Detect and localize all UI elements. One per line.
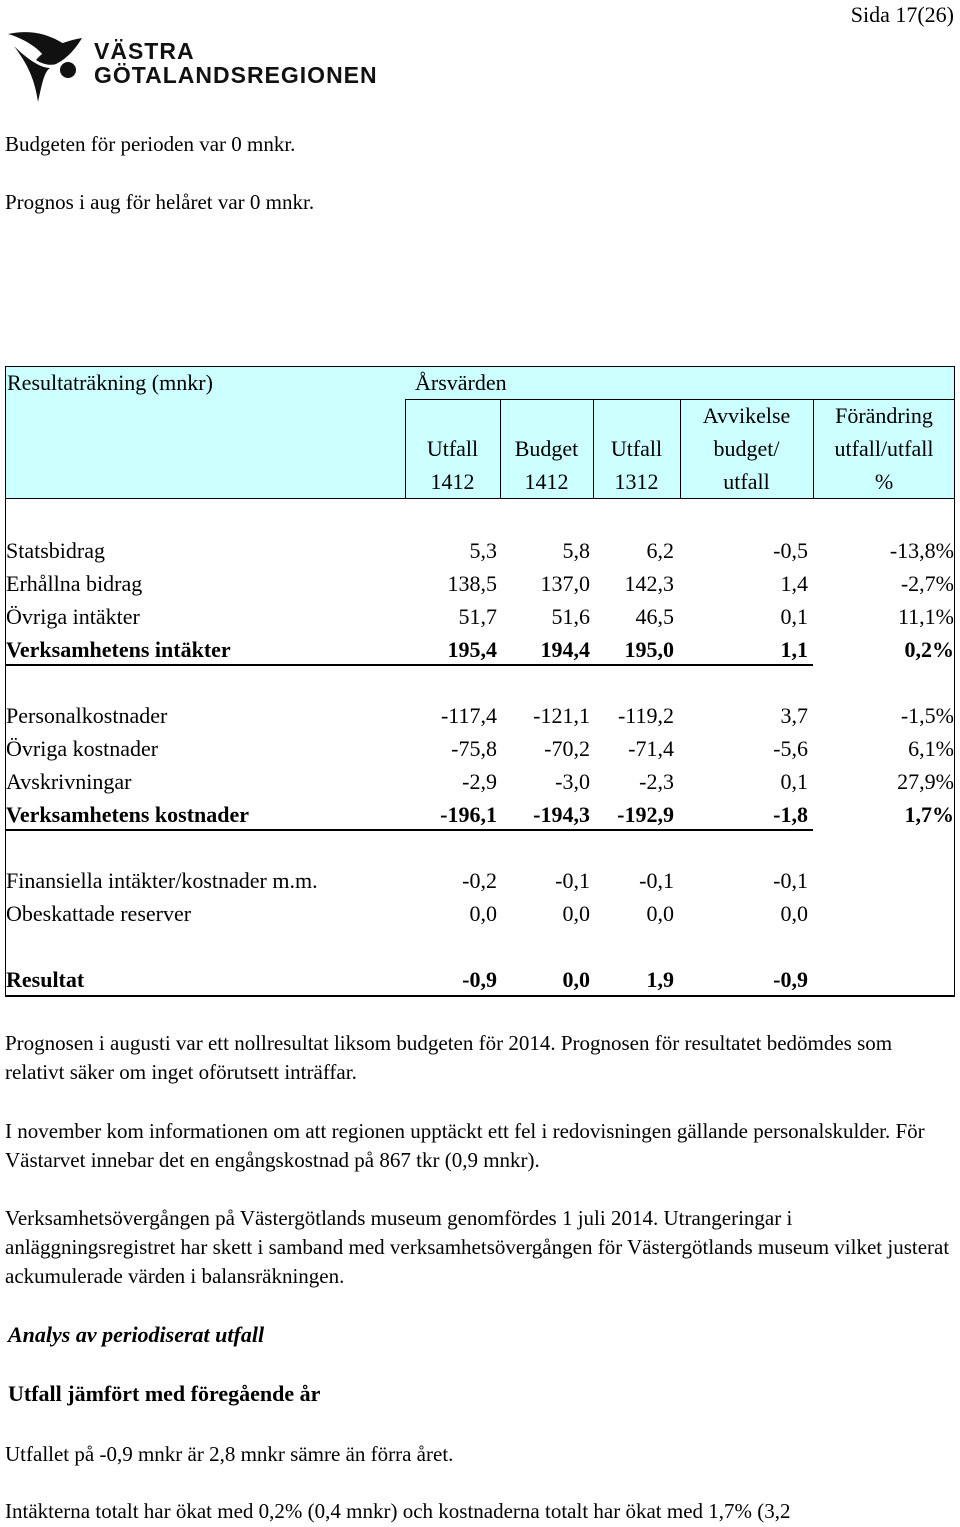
row-value: 51,7 bbox=[458, 604, 497, 629]
col-2-line3: 1412 bbox=[524, 469, 569, 494]
table-row bbox=[5, 567, 955, 600]
row-value: 11,1% bbox=[897, 604, 954, 629]
row-value: -1,8 bbox=[773, 802, 808, 827]
row-value: 137,0 bbox=[540, 571, 590, 596]
row-value: 0,1 bbox=[780, 604, 808, 629]
table-row bbox=[5, 600, 955, 633]
col-4-line3: utfall bbox=[723, 469, 770, 494]
row-value: 5,3 bbox=[469, 538, 497, 563]
row-value: -70,2 bbox=[544, 736, 590, 761]
row-label: Erhållna bidrag bbox=[6, 571, 143, 596]
row-value: 1,9 bbox=[646, 967, 674, 992]
row-value: -71,4 bbox=[628, 736, 674, 761]
table-title: Resultaträkning (mnkr) bbox=[7, 370, 213, 395]
col-3-line2: Utfall bbox=[610, 436, 663, 461]
row-value: -0,1 bbox=[555, 868, 590, 893]
table-row bbox=[5, 864, 955, 897]
row-underline bbox=[5, 664, 813, 666]
row-value: 3,7 bbox=[780, 703, 808, 728]
paragraph-prognos: Prognosen i augusti var ett nollresultat liksom budgeten för 2014. Prognosen för resultatet bedömdes som relativt säker om inget oförutsett inträffar. bbox=[5, 1031, 893, 1084]
table-row bbox=[5, 798, 955, 831]
row-value: 6,1% bbox=[908, 736, 954, 761]
row-underline bbox=[5, 829, 813, 831]
logo-line-1: VÄSTRA bbox=[94, 38, 195, 64]
row-value: 1,4 bbox=[780, 571, 808, 596]
row-value: -2,9 bbox=[462, 769, 497, 794]
row-value: -1,5% bbox=[900, 703, 954, 728]
row-value: -117,4 bbox=[440, 703, 497, 728]
row-value: -13,8% bbox=[889, 538, 954, 563]
region-logo bbox=[6, 24, 386, 104]
row-value: -0,9 bbox=[462, 967, 497, 992]
row-value: 142,3 bbox=[624, 571, 674, 596]
col-1-line3: 1412 bbox=[430, 469, 475, 494]
row-value: 51,6 bbox=[551, 604, 590, 629]
table-row bbox=[5, 897, 955, 930]
paragraph-november: I november kom informationen om att regionen upptäckt ett fel i redovisningen gällande personalskulder. För Västarvet innebar det en engångskostnad på 867 tkr (0,9 mnkr). bbox=[5, 1119, 925, 1172]
row-label: Övriga intäkter bbox=[6, 604, 140, 629]
row-value: -194,3 bbox=[533, 802, 590, 827]
table-row bbox=[5, 699, 955, 732]
row-label: Övriga kostnader bbox=[6, 736, 159, 761]
col-5-line2: utfall/utfall bbox=[834, 436, 934, 461]
col-3-line3: 1312 bbox=[614, 469, 659, 494]
row-value: 6,2 bbox=[646, 538, 674, 563]
row-value: -192,9 bbox=[617, 802, 674, 827]
row-value: 0,2% bbox=[904, 637, 954, 662]
row-value: -2,7% bbox=[900, 571, 954, 596]
closing-utfall: Utfallet på -0,9 mnkr är 2,8 mnkr sämre än förra året. bbox=[5, 1442, 454, 1466]
row-value: 0,0 bbox=[646, 901, 674, 926]
row-value: -0,9 bbox=[773, 967, 808, 992]
row-value: -121,1 bbox=[533, 703, 590, 728]
logo-line-2: GÖTALANDSREGIONEN bbox=[94, 62, 378, 88]
row-value: 195,0 bbox=[624, 637, 674, 662]
sub-heading: Utfall jämfört med föregående år bbox=[8, 1381, 321, 1406]
closing-intakter: Intäkterna totalt har ökat med 0,2% (0,4 mnkr) och kostnaderna totalt har ökat med 1,7% (3,2 bbox=[5, 1499, 791, 1523]
row-value: -119,2 bbox=[617, 703, 674, 728]
row-value: -75,8 bbox=[451, 736, 497, 761]
row-value: -0,5 bbox=[773, 538, 808, 563]
table-row bbox=[5, 534, 955, 567]
row-label: Verksamhetens kostnader bbox=[6, 802, 250, 827]
row-value: -3,0 bbox=[555, 769, 590, 794]
row-value: 46,5 bbox=[635, 604, 674, 629]
row-value: -0,1 bbox=[639, 868, 674, 893]
col-4-line1: Avvikelse bbox=[702, 403, 791, 428]
row-value: 27,9% bbox=[897, 769, 954, 794]
col-1-line2: Utfall bbox=[426, 436, 479, 461]
row-label: Personalkostnader bbox=[6, 703, 168, 728]
logo-emblem-icon bbox=[6, 24, 90, 104]
row-value: 194,4 bbox=[540, 637, 590, 662]
table-row bbox=[5, 633, 955, 666]
row-value: 195,4 bbox=[447, 637, 497, 662]
row-value: 138,5 bbox=[447, 571, 497, 596]
row-value: 0,0 bbox=[780, 901, 808, 926]
table-row bbox=[5, 963, 955, 996]
row-value: 0,1 bbox=[780, 769, 808, 794]
row-label: Obeskattade reserver bbox=[6, 901, 192, 926]
table-row bbox=[5, 732, 955, 765]
row-value: 0,0 bbox=[469, 901, 497, 926]
col-5-line1: Förändring bbox=[835, 403, 933, 428]
col-5-line3: % bbox=[874, 469, 894, 494]
table-row bbox=[5, 765, 955, 798]
row-label: Statsbidrag bbox=[6, 538, 105, 563]
row-label: Resultat bbox=[6, 967, 85, 992]
intro-budget: Budgeten för perioden var 0 mnkr. bbox=[5, 132, 296, 156]
row-label: Avskrivningar bbox=[6, 769, 132, 794]
row-value: -196,1 bbox=[440, 802, 497, 827]
section-heading: Analys av periodiserat utfall bbox=[8, 1322, 265, 1347]
row-value: 0,0 bbox=[562, 967, 590, 992]
row-label: Finansiella intäkter/kostnader m.m. bbox=[6, 868, 318, 893]
row-value: 0,0 bbox=[562, 901, 590, 926]
col-2-line2: Budget bbox=[514, 436, 579, 461]
row-value: 5,8 bbox=[562, 538, 590, 563]
row-value: -5,6 bbox=[773, 736, 808, 761]
group-header: Årsvärden bbox=[415, 370, 507, 395]
paragraph-museum: Verksamhetsövergången på Västergötlands museum genomfördes 1 juli 2014. Utrangeringar i anläggningsregistret har skett i samband med verksamhetsövergången för Västergötlands museum vilket justerat ackumulerade värden i balansräkningen. bbox=[5, 1206, 950, 1288]
row-value: -2,3 bbox=[639, 769, 674, 794]
row-value: -0,1 bbox=[773, 868, 808, 893]
intro-prognos: Prognos i aug för helåret var 0 mnkr. bbox=[5, 190, 315, 214]
col-4-line2: budget/ bbox=[713, 436, 780, 461]
row-value: 1,7% bbox=[904, 802, 954, 827]
row-label: Verksamhetens intäkter bbox=[6, 637, 231, 662]
page-number: Sida 17(26) bbox=[850, 2, 954, 27]
row-value: -0,2 bbox=[462, 868, 497, 893]
row-value: 1,1 bbox=[780, 637, 808, 662]
